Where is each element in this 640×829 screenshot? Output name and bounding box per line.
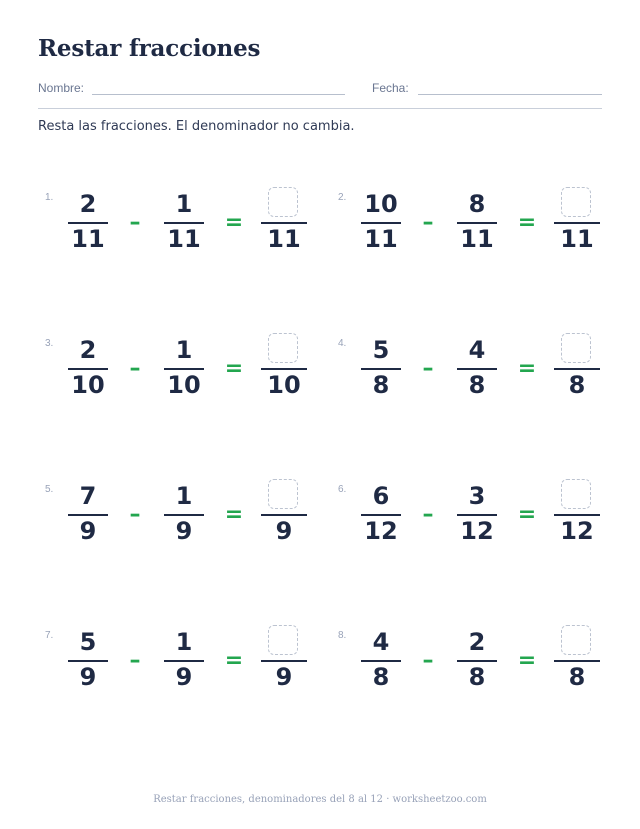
fraction-answer <box>554 624 600 694</box>
date-input-line[interactable] <box>418 94 602 95</box>
problem-number: 1. <box>45 192 54 203</box>
minus-sign: – <box>422 356 434 381</box>
equals-sign: = <box>517 648 537 673</box>
problem-number: 5. <box>45 484 54 495</box>
denominator: 9 <box>79 517 97 545</box>
answer-input-box[interactable] <box>561 625 591 655</box>
fraction-bar <box>164 222 204 224</box>
fraction-minuend <box>68 478 108 548</box>
denominator: 8 <box>568 663 586 691</box>
denominator: 12 <box>364 517 398 545</box>
fraction-bar <box>261 514 307 516</box>
minus-sign: – <box>422 210 434 235</box>
minus-sign: – <box>422 648 434 673</box>
numerator: 5 <box>79 628 97 656</box>
equals-sign: = <box>517 210 537 235</box>
denominator: 11 <box>167 225 201 253</box>
denominator: 9 <box>175 517 193 545</box>
answer-input-box[interactable] <box>268 479 298 509</box>
problem-5 <box>45 478 335 588</box>
numerator: 3 <box>468 482 486 510</box>
denominator: 12 <box>460 517 494 545</box>
denominator: 11 <box>267 225 301 253</box>
denominator: 11 <box>460 225 494 253</box>
fraction-minuend <box>361 186 401 256</box>
fraction-minuend <box>68 186 108 256</box>
fraction-bar <box>261 660 307 662</box>
fraction-minuend <box>361 624 401 694</box>
fraction-subtrahend <box>164 624 204 694</box>
fraction-bar <box>554 368 600 370</box>
fraction-answer <box>261 186 307 256</box>
problem-7 <box>45 624 335 734</box>
problem-number: 8. <box>338 630 347 641</box>
fraction-bar <box>164 368 204 370</box>
fraction-bar <box>261 222 307 224</box>
fraction-bar <box>554 514 600 516</box>
numerator: 10 <box>364 190 398 218</box>
fraction-subtrahend <box>164 186 204 256</box>
fraction-answer <box>261 478 307 548</box>
fraction-bar <box>457 514 497 516</box>
problem-number: 6. <box>338 484 347 495</box>
denominator: 9 <box>275 517 293 545</box>
equals-sign: = <box>224 356 244 381</box>
problem-number: 7. <box>45 630 54 641</box>
problem-6 <box>338 478 628 588</box>
fraction-answer <box>261 332 307 402</box>
fraction-bar <box>68 222 108 224</box>
fraction-subtrahend <box>457 624 497 694</box>
denominator: 8 <box>568 371 586 399</box>
problem-2 <box>338 186 628 296</box>
fraction-subtrahend <box>457 186 497 256</box>
problem-3 <box>45 332 335 442</box>
answer-input-box[interactable] <box>561 187 591 217</box>
fraction-answer <box>554 186 600 256</box>
fraction-subtrahend <box>457 478 497 548</box>
denominator: 11 <box>364 225 398 253</box>
numerator: 6 <box>372 482 390 510</box>
fraction-bar <box>164 514 204 516</box>
date-label: Fecha: <box>372 81 409 95</box>
answer-input-box[interactable] <box>561 333 591 363</box>
fraction-subtrahend <box>164 478 204 548</box>
numerator: 4 <box>372 628 390 656</box>
answer-input-box[interactable] <box>561 479 591 509</box>
numerator: 5 <box>372 336 390 364</box>
fraction-answer <box>554 332 600 402</box>
denominator: 9 <box>275 663 293 691</box>
equals-sign: = <box>224 502 244 527</box>
denominator: 8 <box>372 371 390 399</box>
problem-4 <box>338 332 628 442</box>
fraction-minuend <box>361 478 401 548</box>
fraction-bar <box>164 660 204 662</box>
worksheet-title: Restar fracciones <box>38 35 261 62</box>
fraction-bar <box>554 222 600 224</box>
problem-number: 2. <box>338 192 347 203</box>
numerator: 2 <box>79 336 97 364</box>
problem-number: 4. <box>338 338 347 349</box>
denominator: 10 <box>267 371 301 399</box>
fraction-bar <box>68 368 108 370</box>
answer-input-box[interactable] <box>268 187 298 217</box>
fraction-answer <box>261 624 307 694</box>
fraction-answer <box>554 478 600 548</box>
numerator: 1 <box>175 336 193 364</box>
denominator: 8 <box>468 663 486 691</box>
denominator: 9 <box>79 663 97 691</box>
numerator: 4 <box>468 336 486 364</box>
fraction-minuend <box>68 332 108 402</box>
minus-sign: – <box>129 210 141 235</box>
fraction-bar <box>68 514 108 516</box>
answer-input-box[interactable] <box>268 625 298 655</box>
fraction-bar <box>361 660 401 662</box>
numerator: 2 <box>79 190 97 218</box>
denominator: 8 <box>372 663 390 691</box>
denominator: 10 <box>167 371 201 399</box>
problem-1 <box>45 186 335 296</box>
problem-number: 3. <box>45 338 54 349</box>
minus-sign: – <box>129 356 141 381</box>
fraction-bar <box>361 368 401 370</box>
name-label: Nombre: <box>38 81 85 95</box>
instructions: Resta las fracciones. El denominador no cambia. <box>38 119 355 134</box>
denominator: 11 <box>560 225 594 253</box>
fraction-subtrahend <box>457 332 497 402</box>
denominator: 9 <box>175 663 193 691</box>
fraction-minuend <box>361 332 401 402</box>
fraction-subtrahend <box>164 332 204 402</box>
answer-input-box[interactable] <box>268 333 298 363</box>
minus-sign: – <box>129 648 141 673</box>
fraction-bar <box>457 222 497 224</box>
footer: Restar fracciones, denominadores del 8 al 12 · worksheetzoo.com <box>153 794 487 805</box>
fraction-bar <box>554 660 600 662</box>
fraction-bar <box>68 660 108 662</box>
fraction-bar <box>457 368 497 370</box>
numerator: 8 <box>468 190 486 218</box>
fraction-bar <box>457 660 497 662</box>
numerator: 1 <box>175 190 193 218</box>
minus-sign: – <box>129 502 141 527</box>
fraction-bar <box>361 514 401 516</box>
header-fields <box>38 78 602 109</box>
equals-sign: = <box>517 356 537 381</box>
numerator: 1 <box>175 482 193 510</box>
fraction-minuend <box>68 624 108 694</box>
name-input-line[interactable] <box>92 94 345 95</box>
denominator: 10 <box>71 371 105 399</box>
problem-8 <box>338 624 628 734</box>
denominator: 8 <box>468 371 486 399</box>
denominator: 12 <box>560 517 594 545</box>
equals-sign: = <box>517 502 537 527</box>
equals-sign: = <box>224 210 244 235</box>
numerator: 2 <box>468 628 486 656</box>
numerator: 1 <box>175 628 193 656</box>
denominator: 11 <box>71 225 105 253</box>
numerator: 7 <box>79 482 97 510</box>
fraction-bar <box>261 368 307 370</box>
minus-sign: – <box>422 502 434 527</box>
fraction-bar <box>361 222 401 224</box>
equals-sign: = <box>224 648 244 673</box>
